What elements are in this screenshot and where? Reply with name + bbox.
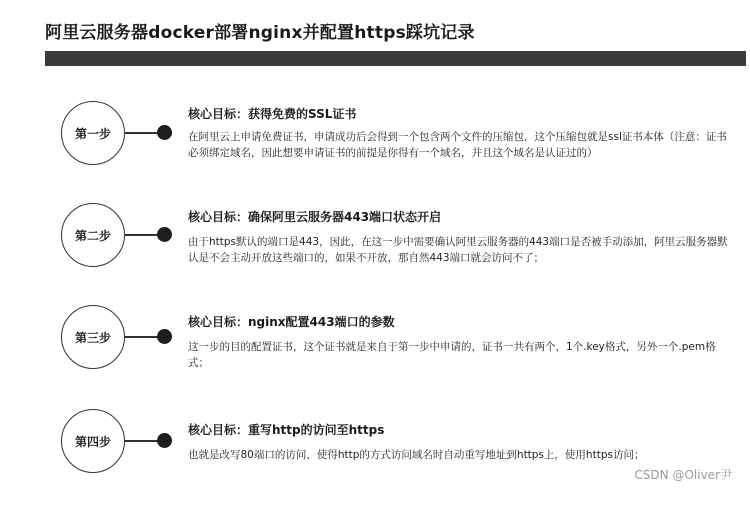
step-1-goal: 核心目标：获得免费的SSL证书 xyxy=(188,107,357,121)
step-4-connector xyxy=(125,440,161,442)
step-4-goal: 核心目标：重写http的访问至https xyxy=(188,423,385,437)
step-1 xyxy=(0,98,750,198)
step-3-goal: 核心目标：nginx配置443端口的参数 xyxy=(188,315,395,329)
step-1-dot xyxy=(157,125,172,140)
step-1-connector xyxy=(125,132,161,134)
step-1-desc: 在阿里云上申请免费证书，申请成功后会得到一个包含两个文件的压缩包，这个压缩包就是ssl证书本体（注意：证书必须绑定域名，因此想要申请证书的前提是你得有一个域名，并且这个域名是认证过的） xyxy=(188,131,727,159)
title-banner xyxy=(45,51,746,66)
step-2-goal: 核心目标：确保阿里云服务器443端口状态开启 xyxy=(188,210,442,224)
step-3-connector xyxy=(125,336,161,338)
step-2-dot xyxy=(157,227,172,242)
watermark: CSDN @Oliver尹 xyxy=(634,468,732,482)
step-2-circle: 第二步 xyxy=(61,203,125,267)
step-2-desc: 由于https默认的端口是443，因此，在这一步中需要确认阿里云服务器的443端口是否被手动添加，阿里云服务器默认是不会主动开放这些端口的，如果不开放，那自然443端口就会访问不了； xyxy=(188,236,728,264)
step-4 xyxy=(0,409,750,509)
step-4-dot xyxy=(157,433,172,448)
step-1-circle: 第一步 xyxy=(61,101,125,165)
step-3-desc: 这一步的目的配置证书，这个证书就是来自于第一步中申请的，证书一共有两个，1个.key格式，另外一个.pem格式； xyxy=(188,341,716,369)
step-3-circle: 第三步 xyxy=(61,305,125,369)
step-4-desc: 也就是改写80端口的访问，使得http的方式访问域名时自动重写地址到https上，使用https访问； xyxy=(188,449,645,461)
step-2 xyxy=(0,203,750,303)
step-2-connector xyxy=(125,234,161,236)
step-4-circle: 第四步 xyxy=(61,409,125,473)
step-3-dot xyxy=(157,329,172,344)
page-title: 阿里云服务器docker部署nginx并配置https踩坑记录 xyxy=(45,23,475,43)
step-3 xyxy=(0,305,750,405)
